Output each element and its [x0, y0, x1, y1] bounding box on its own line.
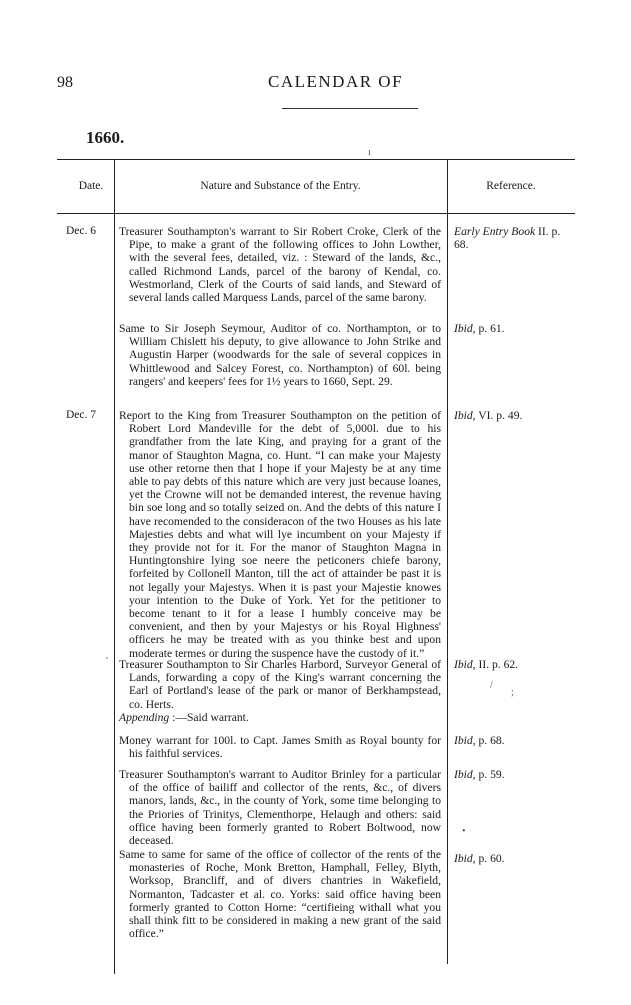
reference-5	[454, 734, 572, 747]
appending-label: Appending	[119, 710, 170, 724]
entry-5	[119, 734, 441, 760]
entry-text: Treasurer Southampton's warrant to Auditor Brinley for a particular of the office of bailiff and collector of the rents, &c., of divers manors, lands, &c., in the county of York, some time belonging to the Priories of Trinitys, Clementhorpe, Helaugh and others: said office having been formerly granted to Robert Boltwood, now deceased.	[119, 768, 441, 848]
column-divider-date	[114, 159, 115, 974]
header-date: Date.	[78, 180, 104, 192]
reference-3	[454, 409, 572, 422]
page-number: 98	[57, 74, 73, 91]
margin-mark: •	[462, 826, 466, 837]
entry-text: Report to the King from Treasurer Southampton on the petition of Robert Lord Mandeville for the debt of 5,000l. due to his grandfather from the late King, and praying for a grant of the manor of Staughton Magna, co. Hunt. “I can make your Majesty use other retorne then that I hope if your Majesty be at any time able to pay debts of this nature which are very just because loanes, yet the Crowne will not be demanded interest, the revenue having bin soe long and so totally seized on. And the debts of this nature I have recomended to the consideracon of the two Houses as his late Majesties debts and what will lye incumbent on your Majesty if they provide not for it. For the manor of Staughton Magna in Huntingtonshire lying soe neere the peticoners chiefe barony, forfeited by Collonell Manton, till the act of attainder be past it is not legally your Majestys. When it is past your Majestie knowes your intention to the Duke of York. Yet for the petitioner to become tenant to it for a lease I humbly conceive may be convenient, and then by your Majestys or his Royal Highness' officers he may be treated with as you thinke best and upon moderate termes or during the suspence have the custody of it.”	[119, 409, 441, 660]
reference-6	[454, 768, 572, 781]
reference-2	[454, 322, 572, 335]
reference-source: Ibid,	[454, 409, 476, 422]
reference-source: Early Entry Book	[454, 225, 536, 238]
entry-2	[119, 322, 441, 388]
appending-note	[119, 711, 441, 724]
reference-page: p. 60.	[475, 852, 505, 865]
entry-1	[119, 225, 441, 304]
header-nature: Nature and Substance of the Entry.	[200, 180, 361, 192]
reference-page: VI. p. 49.	[475, 409, 523, 422]
reference-source: Ibid,	[454, 322, 476, 335]
reference-page: p. 61.	[475, 322, 505, 335]
reference-page: p. 68.	[475, 734, 505, 747]
entry-4	[119, 658, 441, 724]
reference-page: II. p. 68.	[454, 225, 561, 252]
table-top-rule	[57, 159, 575, 160]
entry-3	[119, 409, 441, 660]
date-dec-7: Dec. 7	[66, 409, 97, 421]
entry-text: Treasurer Southampton to Sir Charles Harbord, Surveyor General of Lands, forwarding a copy of the King's warrant concerning the Earl of Portland's lease of the park or manor of Berkhampstead, co. Herts.	[119, 658, 441, 711]
appending-text: :—Said warrant.	[169, 710, 249, 724]
reference-source: Ibid,	[454, 852, 476, 865]
reference-page: II. p. 62.	[475, 658, 519, 671]
table-header-rule	[57, 213, 575, 214]
date-dec-6: Dec. 6	[66, 225, 97, 237]
reference-source: Ibid,	[454, 658, 476, 671]
entry-7	[119, 848, 441, 940]
entry-text: Same to same for same of the office of collector of the rents of the monasteries of Roche, Monk Bretton, Hamphall, Felley, Blyth, Worksop, Brancliff, and of divers chantries in Wakefield, Normanton, Tadcaster et al. co. Yorks: said office having been formerly granted to Cotton Horne: “certifieing withall what you shall think fitt to be considered in making a new grant of the said office.”	[119, 848, 441, 941]
reference-page: p. 59.	[475, 768, 505, 781]
running-head: CALENDAR OF	[268, 72, 404, 91]
reference-7	[454, 852, 572, 865]
margin-mark: ;	[511, 687, 514, 698]
entry-6	[119, 768, 441, 847]
margin-mark: /	[490, 680, 493, 691]
reference-source: Ibid,	[454, 734, 476, 747]
reference-source: Ibid,	[454, 768, 476, 781]
column-tick: ı	[368, 147, 371, 158]
margin-mark: '	[106, 656, 108, 667]
entry-text: Treasurer Southampton's warrant to Sir Robert Croke, Clerk of the Pipe, to make a grant of the following offices to John Lowther, with the several fees, detailed, viz. : Steward of the lands, &c., called Richmond Lands, parcel of the barony of Kendal, co. Westmorland, Clerk of the Courts of said lands, and Steward of several lands called Marquess Lands, parcel of the same barony.	[119, 225, 441, 305]
column-divider-reference	[447, 159, 448, 964]
reference-1	[454, 225, 572, 251]
year-heading: 1660.	[86, 128, 125, 147]
reference-4	[454, 658, 572, 671]
head-rule	[282, 108, 418, 109]
entry-text: Same to Sir Joseph Seymour, Auditor of co. Northampton, or to William Chislett his deputy, to give allowance to John Strike and Augustin Harper (woodwards for the sale of several coppices in Whittlewood and Salcey Forest, co. Northampton) of 60l. being rangers' and keepers' fees for 1½ years to 1660, Sept. 29.	[119, 322, 441, 388]
header-reference: Reference.	[486, 180, 536, 192]
entry-text: Money warrant for 100l. to Capt. James Smith as Royal bounty for his faithful services.	[119, 734, 441, 761]
